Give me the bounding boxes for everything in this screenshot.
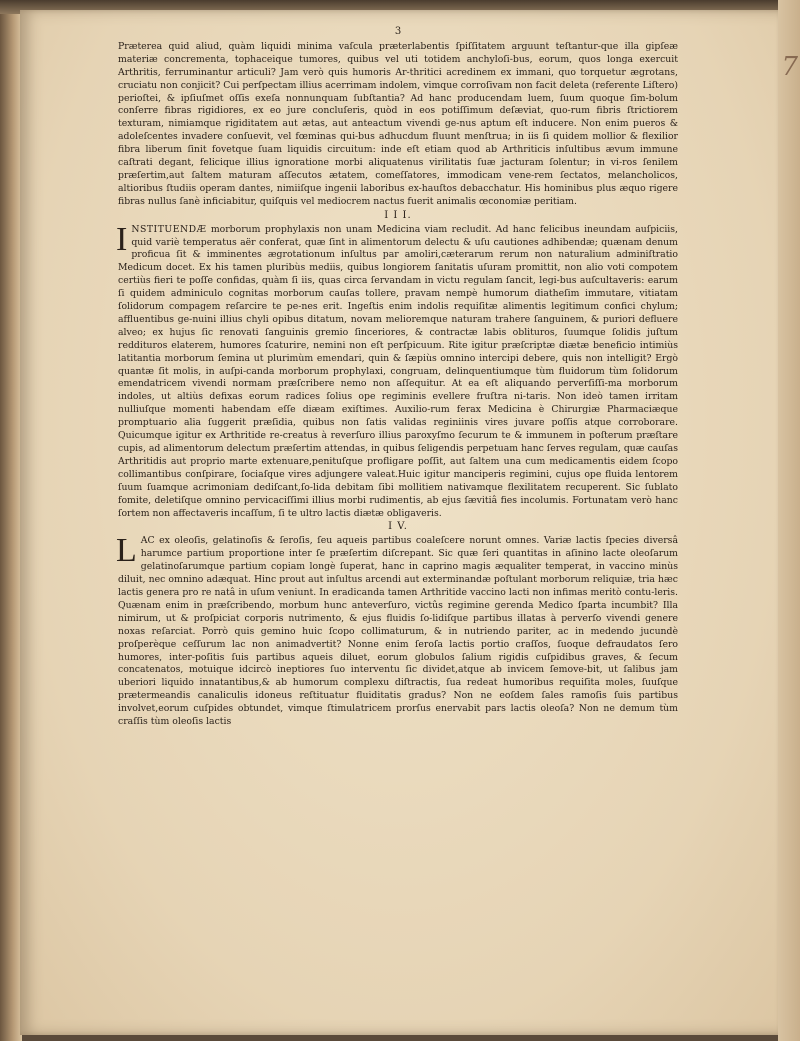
page-number: 3 (394, 26, 402, 37)
drop-cap-l: L (116, 532, 137, 570)
paragraph-section-iv-body: AC ex oleoſis, gelatinoſis & ſeroſis, ſeu aqueis partibus coaleſcere norunt omnes. Variæ lactis ſpecies diversâ harumce partium proportione inter ſe præſertim diſcrepant. Sic quæ ſeri quantitas in aſinino lacte oleoſarum gelatinoſarumque partium copiam longè ſuperat, hanc in caprino magis æqualiter temperat, in vaccino minùs diluit, nec omnino adæquat. Hinc prout aut inſultus arcendi aut exterminandæ poſtulant morborum reliquiæ, tria hæc lactis genera pro re natâ in uſum veniunt. In eradicanda tamen Arthritide vaccino lacti non infimas meritò contu-leris. Quænam enim in præſcribendo, morbum hunc anteverſuro, victûs regimine gerenda Medico ſparta incumbit? Illa nimirum, ut & proſpiciat corporis nutrimento, & ejus fluidis ſo-lidiſque partibus illatas à perverſo vivendi genere noxas reſarciat. Porrò quis gemino huic ſcopo collimaturum, & in nutriendo pariter, ac in medendo jucundè proſperèque ceſſurum lac non animadvertit? Nonne enim ſeroſa lactis portio craſſos, ſuoque defraudatos ſero humores, inter-poſitis ſuis partibus aqueis diluet, eorum globulos ſalium rigidis cuſpidibus graves, & ſecum concatenatos, motuique idcircò ineptiores ſuo interventu ſic dividet,atque ab invicem ſemove-bit, ut ſalibus jam uberiori liquido innatantibus,& ab humorum complexu diſtractis, ſua redeat humoribus requiſita moles, ſuuſque prætermeandis canaliculis idoneus reſtituatur fluiditatis gradus? Non ne eoſdem ſales ramoſis ſuis partibus involvet,eorum cuſpides obtundet, vimque ſtimulatricem prorſus enervabit pars lactis oleoſa? Non ne demum tùm craſſis tùm oleoſis lactis (118, 535, 678, 728)
paragraph-section-iii-body: morborum prophylaxis non unam Medicina viam recludit. Ad hanc felicibus ineundam auſpiciis, quid variè temperatus aër conferat, quæ ſint in alimentorum delectu & uſu cautiones adhibendæ; quænam denum proficua ſit & imminentes ægrotationum inſultus par amoliri,cæterarum rerum non naturalium adminiſtratio Medicum docet. Ex his tamen pluribùs mediis, quibus longiorem ſanitatis uſuram promittit, non alio voti compotem certiùs fieri te poſſe confidas, quàm ſi iis, quas circa ſervandam in victu regulam ſancit, legi-bus auſcultaveris: earum ſi quidem adminiculo cognitas morborum cauſas tollere, pravam nempè humorum diatheſim immutare, vitiatam ſolidorum compagem reſarcire te pe-nes erit. Ingeſtis enim indolis requiſitæ alimentis legitimum confici chylum; affluentibus ge-nuini illius chyli opibus ditatum, novam melioremque naturam trahere ſanguinem, & puriori defluere alveo; ex hujus ſic renovati ſanguinis gremio ſinceriores, & contractæ labis oblituros, ſuumque ſolidis juſtum reddituros elaterem, humores ſcaturire, nemini non eſt perſpicuum. Rite igitur præſcriptæ diætæ beneficio intimiùs latitantia morborum ſemina ut plurimùm emendari, quin & ſæpiùs omnino intercipi debere, quis non intelligit? Ergò quantæ ſit molis, in auſpi-canda morborum prophylaxi, congruam, delinquentiumque tùm fluidorum tùm ſolidorum emendatricem vivendi normam præſcribere nemo non aſſequitur. At ea eſt aliquando perverſiſſi-ma morborum indoles, ut altiùs defixas eorum radices ſolius ope regiminis evellere fruſtra ni-taris. Non ideò tamen irritam nulliuſque momenti habendam eſſe diæam exiſtimes. Auxilio-rum ferax Medicina è Chirurgiæ Pharmaciæque promptuario alia ſuggerit præſidia, quibus non ſatis validas reginiinis vires juvare poſſis atque corroborare. Quicumque igitur ex Arthritide re-creatus à reverſuro illius paroxyſmo ſecurum te & immunem in poſterum præſtare cupis, ad alimentorum delectum præſertim attendas, in quibus ſeligendis perpetuam hanc ſerves regulam, quæ cauſas Arthritidis aut proprio marte extenuare,penituſque profligare poſſit, aut ſaltem una cum medicamentis eidem ſcopo collimantibus conſpirare, ſociaſque vires adjungere valeat.Huic igitur manciperis regimini, cujus ope fluida lentorem ſuum ſuamque acrimoniam dediſcant,ſo-lida debitam ſibi mollitiem nativamque flexilitatem recuperent. Sic ſublato fomite, deletiſque omnino pervicaciſſimi illius morbi rudimentis, ab ejus ſævitiâ fies incolumis. Fortunatam verò hanc ſortem non affectaveris incaſſum, ſi te ultro lactis diætæ obligaveris. (118, 223, 678, 519)
drop-cap-i: I (116, 220, 128, 258)
section-heading-iii: I I I. (384, 209, 412, 221)
page-text-block (118, 26, 678, 729)
facing-page-edge (0, 0, 22, 1041)
paragraph-section-iv (116, 532, 678, 729)
paragraph-continued: Præterea quid aliud, quàm liquidi minima vaſcula præterlabentis ſpiſſitatem arguunt teſtantur-que illa gipſeæ materiæ concrementa, tophaceique tumores, quibus vel uti totidem anchyloſi-bus, eorum, quos longa exercuit Arthritis, ferruminantur articuli? Jam verò quis humoris Ar-thritici acredinem ex immani, quo torquetur ægrotans, cruciatu non conjicit? Cui perſpectam illius acerrimam indolem, vimque corroſivam non facit deleta (referente Liſtero) perioſtei, & ipſiuſmet oſſis exeſa nonnunquam ſubſtantia? Ad hanc producendam luem, ſuum quoque ſim-bolum conſerre fibras rigidiores, ex eo jure concluſeris, quòd in eos potiſſimum deſæviat, quo-rum fibris ſtrictiorem texturam, nimiamque rigiditatem aut ætas, aut anteactum vivendi ge-nus aptum eſt inducere. Non enim pueros & adoleſcentes invadere conſuevit, vel fœminas qui-bus adhucdum fluunt menſtrua; in iis ſi quidem mollior & flexilior fibra liberum ſinit fovetque ſuam liquidis circuitum: inde eſt etiam quod ab Arthriticis inſultibus ævum immune caſtrati degant, felicique illius ignoratione morbi aliquatenus virilitatis ſuæ jacturam ſolentur; in vi-ros ſenilem præſertim,aut ſaltem maturam aſſecutos ætatem, comeſſatores, immodicam vene-rem ſectatos, melancholicos, altioribus ſtudiis operam dantes, nimiiſque ingenii laboribus ex-hauſtos debacchatur. His hominibus plus æquo rigere fibras nullus ſanè inficiabitur, quiſquis vel mediocrem nactus fuerit animalis œconomiæ peritiam. (118, 40, 678, 207)
paragraph-section-iii (116, 220, 678, 521)
next-page-edge (778, 0, 800, 1041)
section-heading-iv: I V. (388, 521, 408, 533)
margin-handwritten-mark: 7 (781, 52, 798, 82)
section-opener-word: NSTITUENDÆ (131, 223, 207, 235)
